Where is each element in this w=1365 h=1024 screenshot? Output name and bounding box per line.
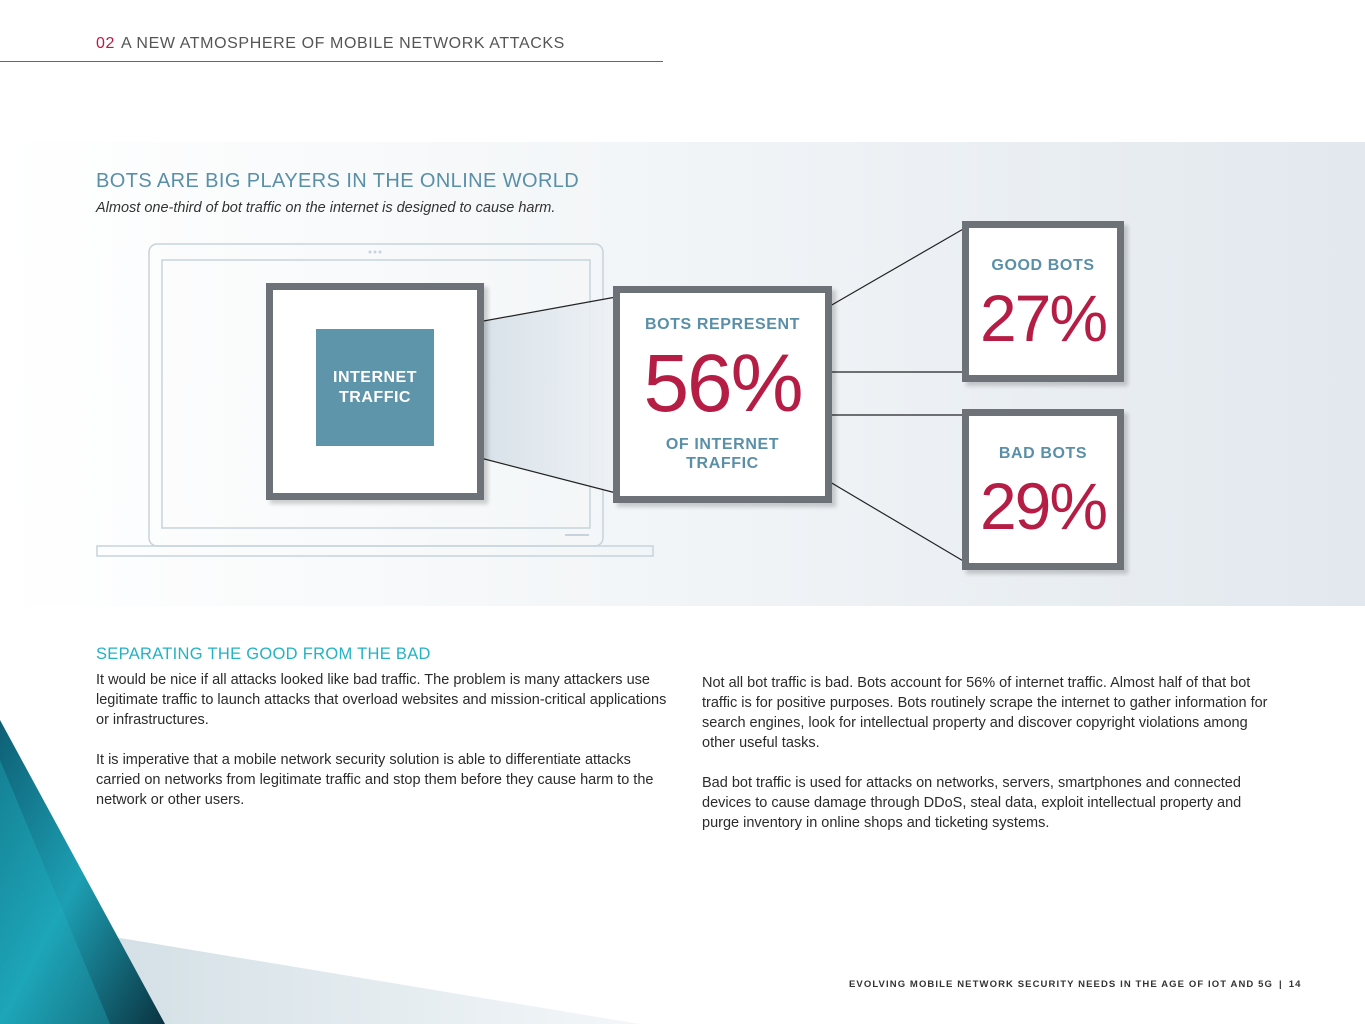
bad-bots-label: BAD BOTS bbox=[998, 445, 1088, 462]
section-title: A NEW ATMOSPHERE OF MOBILE NETWORK ATTACKS bbox=[121, 35, 565, 52]
good-bots-label: GOOD BOTS bbox=[991, 257, 1095, 274]
page-footer bbox=[849, 979, 1302, 990]
internet-traffic-box bbox=[316, 329, 434, 446]
right-paragraph-2: Bad bot traffic is used for attacks on networks, servers, smartphones and connected devices to cause damage through DDoS, steal data, exploit intellectual property and purge inventory in online shops and ticketing systems. bbox=[702, 775, 1242, 831]
section-heading: SEPARATING THE GOOD FROM THE BAD bbox=[96, 645, 431, 663]
right-paragraph-1: Not all bot traffic is bad. Bots account for 56% of internet traffic. Almost half of that bot traffic is for positive purposes. Bots routinely scrape the internet to gather information for search engines, look for intellectual property and discover copyright violations among other useful tasks. bbox=[702, 675, 1268, 751]
section-number: 02 bbox=[96, 35, 115, 52]
bad-bots-box bbox=[962, 409, 1124, 570]
bots-represent-box bbox=[613, 286, 832, 503]
page-number: 14 bbox=[1288, 979, 1302, 990]
bots-percent-value: 56% bbox=[643, 338, 802, 429]
bad-bots-percent: 29% bbox=[979, 469, 1107, 543]
good-bots-percent: 27% bbox=[979, 281, 1107, 355]
laptop-camera-dots bbox=[369, 251, 382, 254]
of-internet-traffic-label: OF INTERNET TRAFFIC bbox=[665, 436, 780, 472]
footer-title: EVOLVING MOBILE NETWORK SECURITY NEEDS IN THE AGE OF IOT AND 5G bbox=[849, 979, 1273, 990]
good-bots-box bbox=[962, 221, 1124, 382]
footer-separator: | bbox=[1279, 979, 1283, 990]
infographic-subtitle: Almost one-third of bot traffic on the internet is designed to cause harm. bbox=[96, 200, 556, 216]
infographic-title: BOTS ARE BIG PLAYERS IN THE ONLINE WORLD bbox=[96, 170, 580, 192]
bots-represent-label: BOTS REPRESENT bbox=[644, 316, 801, 333]
left-paragraph-1: It would be nice if all attacks looked like bad traffic. The problem is many attackers use legitimate traffic to launch attacks that overload websites and mission-critical applications or infrastructures. bbox=[96, 672, 667, 728]
internet-traffic-label: INTERNET TRAFFIC bbox=[333, 368, 417, 406]
left-paragraph-2: It is imperative that a mobile network security solution is able to differentiate attacks carried on networks from legitimate traffic and stop them before they cause harm to the network or other users. bbox=[96, 752, 654, 808]
